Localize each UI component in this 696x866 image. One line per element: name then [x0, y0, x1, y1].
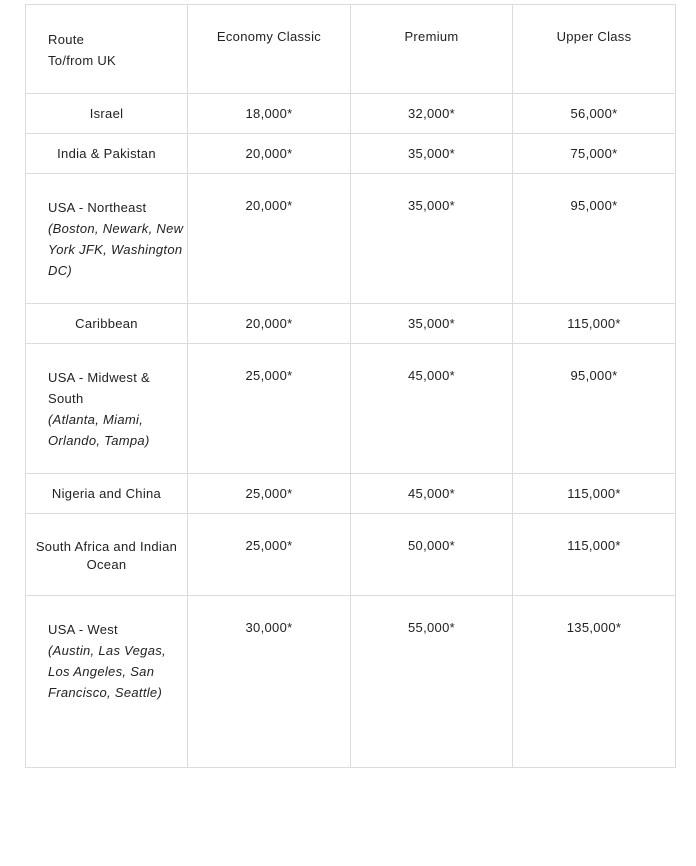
table-row	[26, 514, 676, 596]
header-route	[26, 5, 188, 94]
route-cell	[26, 474, 188, 514]
premium-cell: 35,000*	[351, 304, 513, 344]
economy-cell: 18,000*	[188, 94, 351, 134]
route-name: USA - Northeast	[48, 200, 147, 215]
table-row	[26, 94, 676, 134]
premium-cell: 32,000*	[351, 94, 513, 134]
header-route-label: Route	[48, 32, 85, 47]
route-detail: (Boston, Newark, New York JFK, Washington DC)	[48, 221, 184, 278]
route-cell	[26, 94, 188, 134]
upper-cell: 56,000*	[513, 94, 676, 134]
economy-cell: 25,000*	[188, 514, 351, 596]
upper-cell: 95,000*	[513, 174, 676, 304]
upper-cell: 75,000*	[513, 134, 676, 174]
premium-cell: 50,000*	[351, 514, 513, 596]
table-row	[26, 596, 676, 768]
table-row	[26, 174, 676, 304]
route-cell	[26, 174, 188, 304]
route-name: South Africa and Indian Ocean	[35, 539, 178, 572]
economy-cell: 20,000*	[188, 134, 351, 174]
route-name: USA - Midwest & South	[48, 370, 151, 406]
route-cell	[26, 304, 188, 344]
header-economy: Economy Classic	[188, 5, 351, 94]
premium-cell: 55,000*	[351, 596, 513, 768]
route-detail: (Austin, Las Vegas, Los Angeles, San Francisco, Seattle)	[48, 643, 166, 700]
header-route-sub: To/from UK	[48, 53, 117, 68]
table-header-row	[26, 5, 676, 94]
upper-cell: 95,000*	[513, 344, 676, 474]
upper-cell: 115,000*	[513, 474, 676, 514]
route-cell	[26, 344, 188, 474]
table-row	[26, 474, 676, 514]
route-cell	[26, 134, 188, 174]
route-name: Caribbean	[75, 316, 138, 331]
economy-cell: 25,000*	[188, 344, 351, 474]
upper-cell: 135,000*	[513, 596, 676, 768]
table-row	[26, 304, 676, 344]
upper-cell: 115,000*	[513, 304, 676, 344]
route-cell	[26, 596, 188, 768]
route-name: Nigeria and China	[51, 486, 162, 501]
premium-cell: 45,000*	[351, 344, 513, 474]
table-row	[26, 134, 676, 174]
upper-cell: 115,000*	[513, 514, 676, 596]
route-name: India & Pakistan	[57, 146, 156, 161]
rewards-table-container	[25, 4, 675, 768]
route-name: USA - West	[48, 622, 118, 637]
premium-cell: 35,000*	[351, 174, 513, 304]
header-upper: Upper Class	[513, 5, 676, 94]
premium-cell: 35,000*	[351, 134, 513, 174]
economy-cell: 20,000*	[188, 174, 351, 304]
economy-cell: 25,000*	[188, 474, 351, 514]
route-cell	[26, 514, 188, 596]
header-premium: Premium	[351, 5, 513, 94]
route-name: Israel	[89, 106, 124, 121]
economy-cell: 30,000*	[188, 596, 351, 768]
economy-cell: 20,000*	[188, 304, 351, 344]
route-detail: (Atlanta, Miami, Orlando, Tampa)	[48, 412, 150, 448]
rewards-table	[25, 4, 676, 768]
table-row	[26, 344, 676, 474]
premium-cell: 45,000*	[351, 474, 513, 514]
